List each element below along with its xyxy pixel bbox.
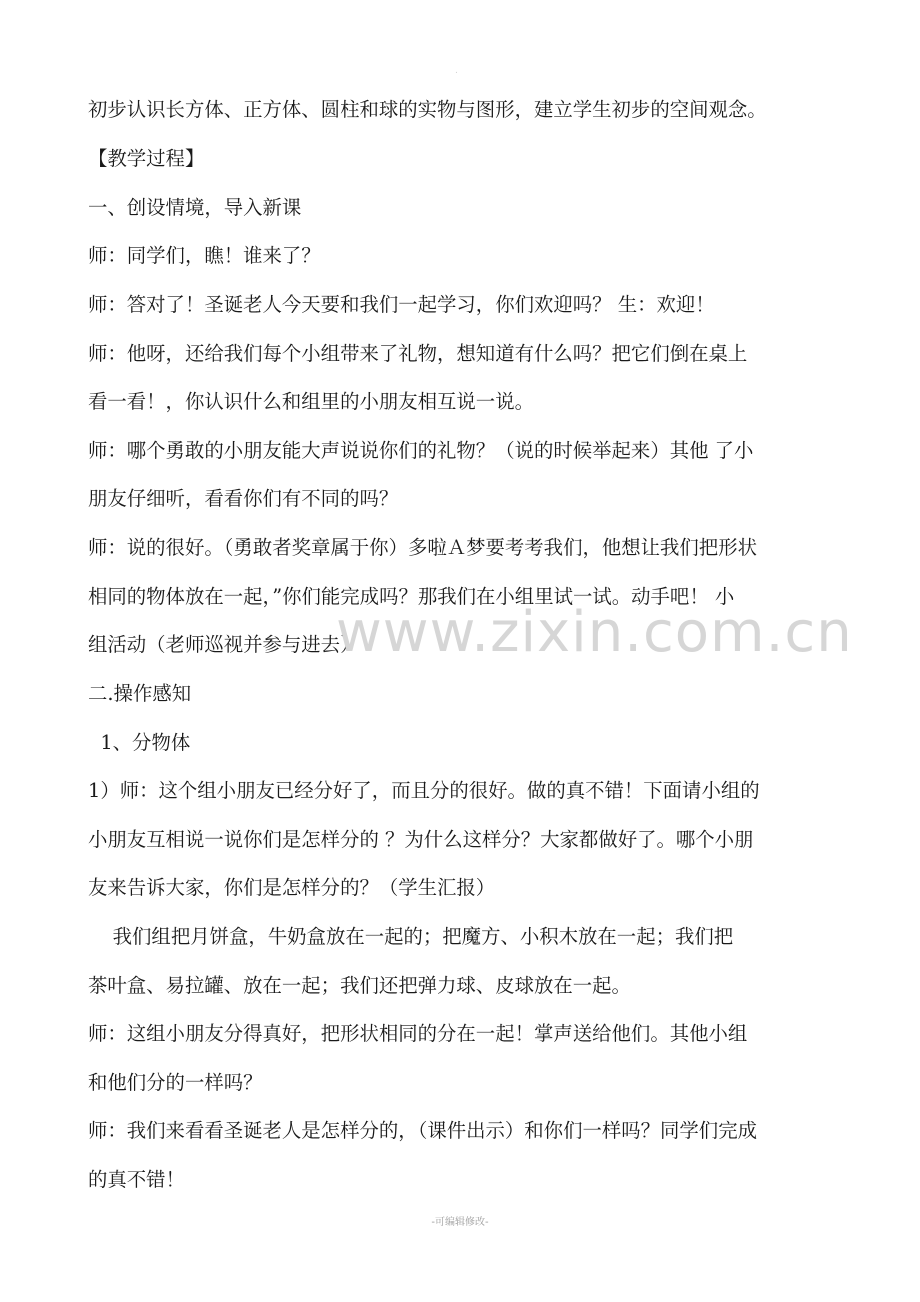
- body-line: 师：同学们，瞧！谁来了？: [88, 244, 321, 267]
- body-line: 师：说的很好。（勇敢者奖章属于你）多啦Ａ梦要考考我们，他想让我们把形状: [88, 536, 757, 559]
- list-heading: 1、分物体: [88, 731, 191, 754]
- body-line: 友来告诉大家，你们是怎样分的？（学生汇报）: [88, 876, 496, 899]
- body-line: 我们组把月饼盒，牛奶盒放在一起的；把魔方、小积木放在一起；我们把: [88, 925, 734, 948]
- subsection-heading: 二.操作感知: [88, 682, 192, 705]
- body-line: 师：我们来看看圣诞老人是怎样分的，（课件出示）和你们一样吗？同学们完成: [88, 1119, 757, 1142]
- body-line: 看一看！，你认识什么和组里的小朋友相互说一说。: [88, 390, 534, 413]
- body-line: 师：这组小朋友分得真好，把形状相同的分在一起！掌声送给他们。其他小组: [88, 1022, 748, 1045]
- body-line: 组活动（老师巡视并参与进去）: [88, 633, 360, 656]
- page-footer: -可编辑修改-: [431, 1217, 489, 1228]
- body-line: 1）师：这个组小朋友已经分好了，而且分的很好。做的真不错！下面请小组的: [88, 779, 760, 802]
- body-line: 相同的物体放在一起，”你们能完成吗？那我们在小组里试一试。动手吧！ 小: [88, 585, 735, 608]
- body-line: 师：答对了！圣诞老人今天要和我们一起学习，你们欢迎吗？ 生：欢迎！: [88, 293, 715, 316]
- section-heading: 【教学过程】: [88, 147, 205, 170]
- body-line: 初步认识长方体、正方体、圆柱和球的实物与图形，建立学生初步的空间观念。: [88, 98, 767, 121]
- body-line: 的真不错！: [88, 1168, 185, 1191]
- body-line: 师：哪个勇敢的小朋友能大声说说你们的礼物？（说的时候举起来）其他 了小: [88, 439, 754, 462]
- body-line: 和他们分的一样吗？: [88, 1071, 263, 1094]
- body-line: 朋友仔细听，看看你们有不同的吗？: [88, 487, 399, 510]
- body-line: 茶叶盒、易拉罐、放在一起；我们还把弹力球、皮球放在一起。: [88, 974, 631, 997]
- header-mark: .: [455, 66, 458, 76]
- watermark: www.zixin.com.cn: [336, 600, 853, 665]
- body-line: 小朋友互相说一说你们是怎样分的 ？为什么这样分？大家都做好了。哪个小朋: [88, 828, 754, 851]
- subsection-heading: 一、创设情境，导入新课: [88, 196, 302, 219]
- body-line: 师：他呀，还给我们每个小组带来了礼物，想知道有什么吗？把它们倒在桌上: [88, 342, 748, 365]
